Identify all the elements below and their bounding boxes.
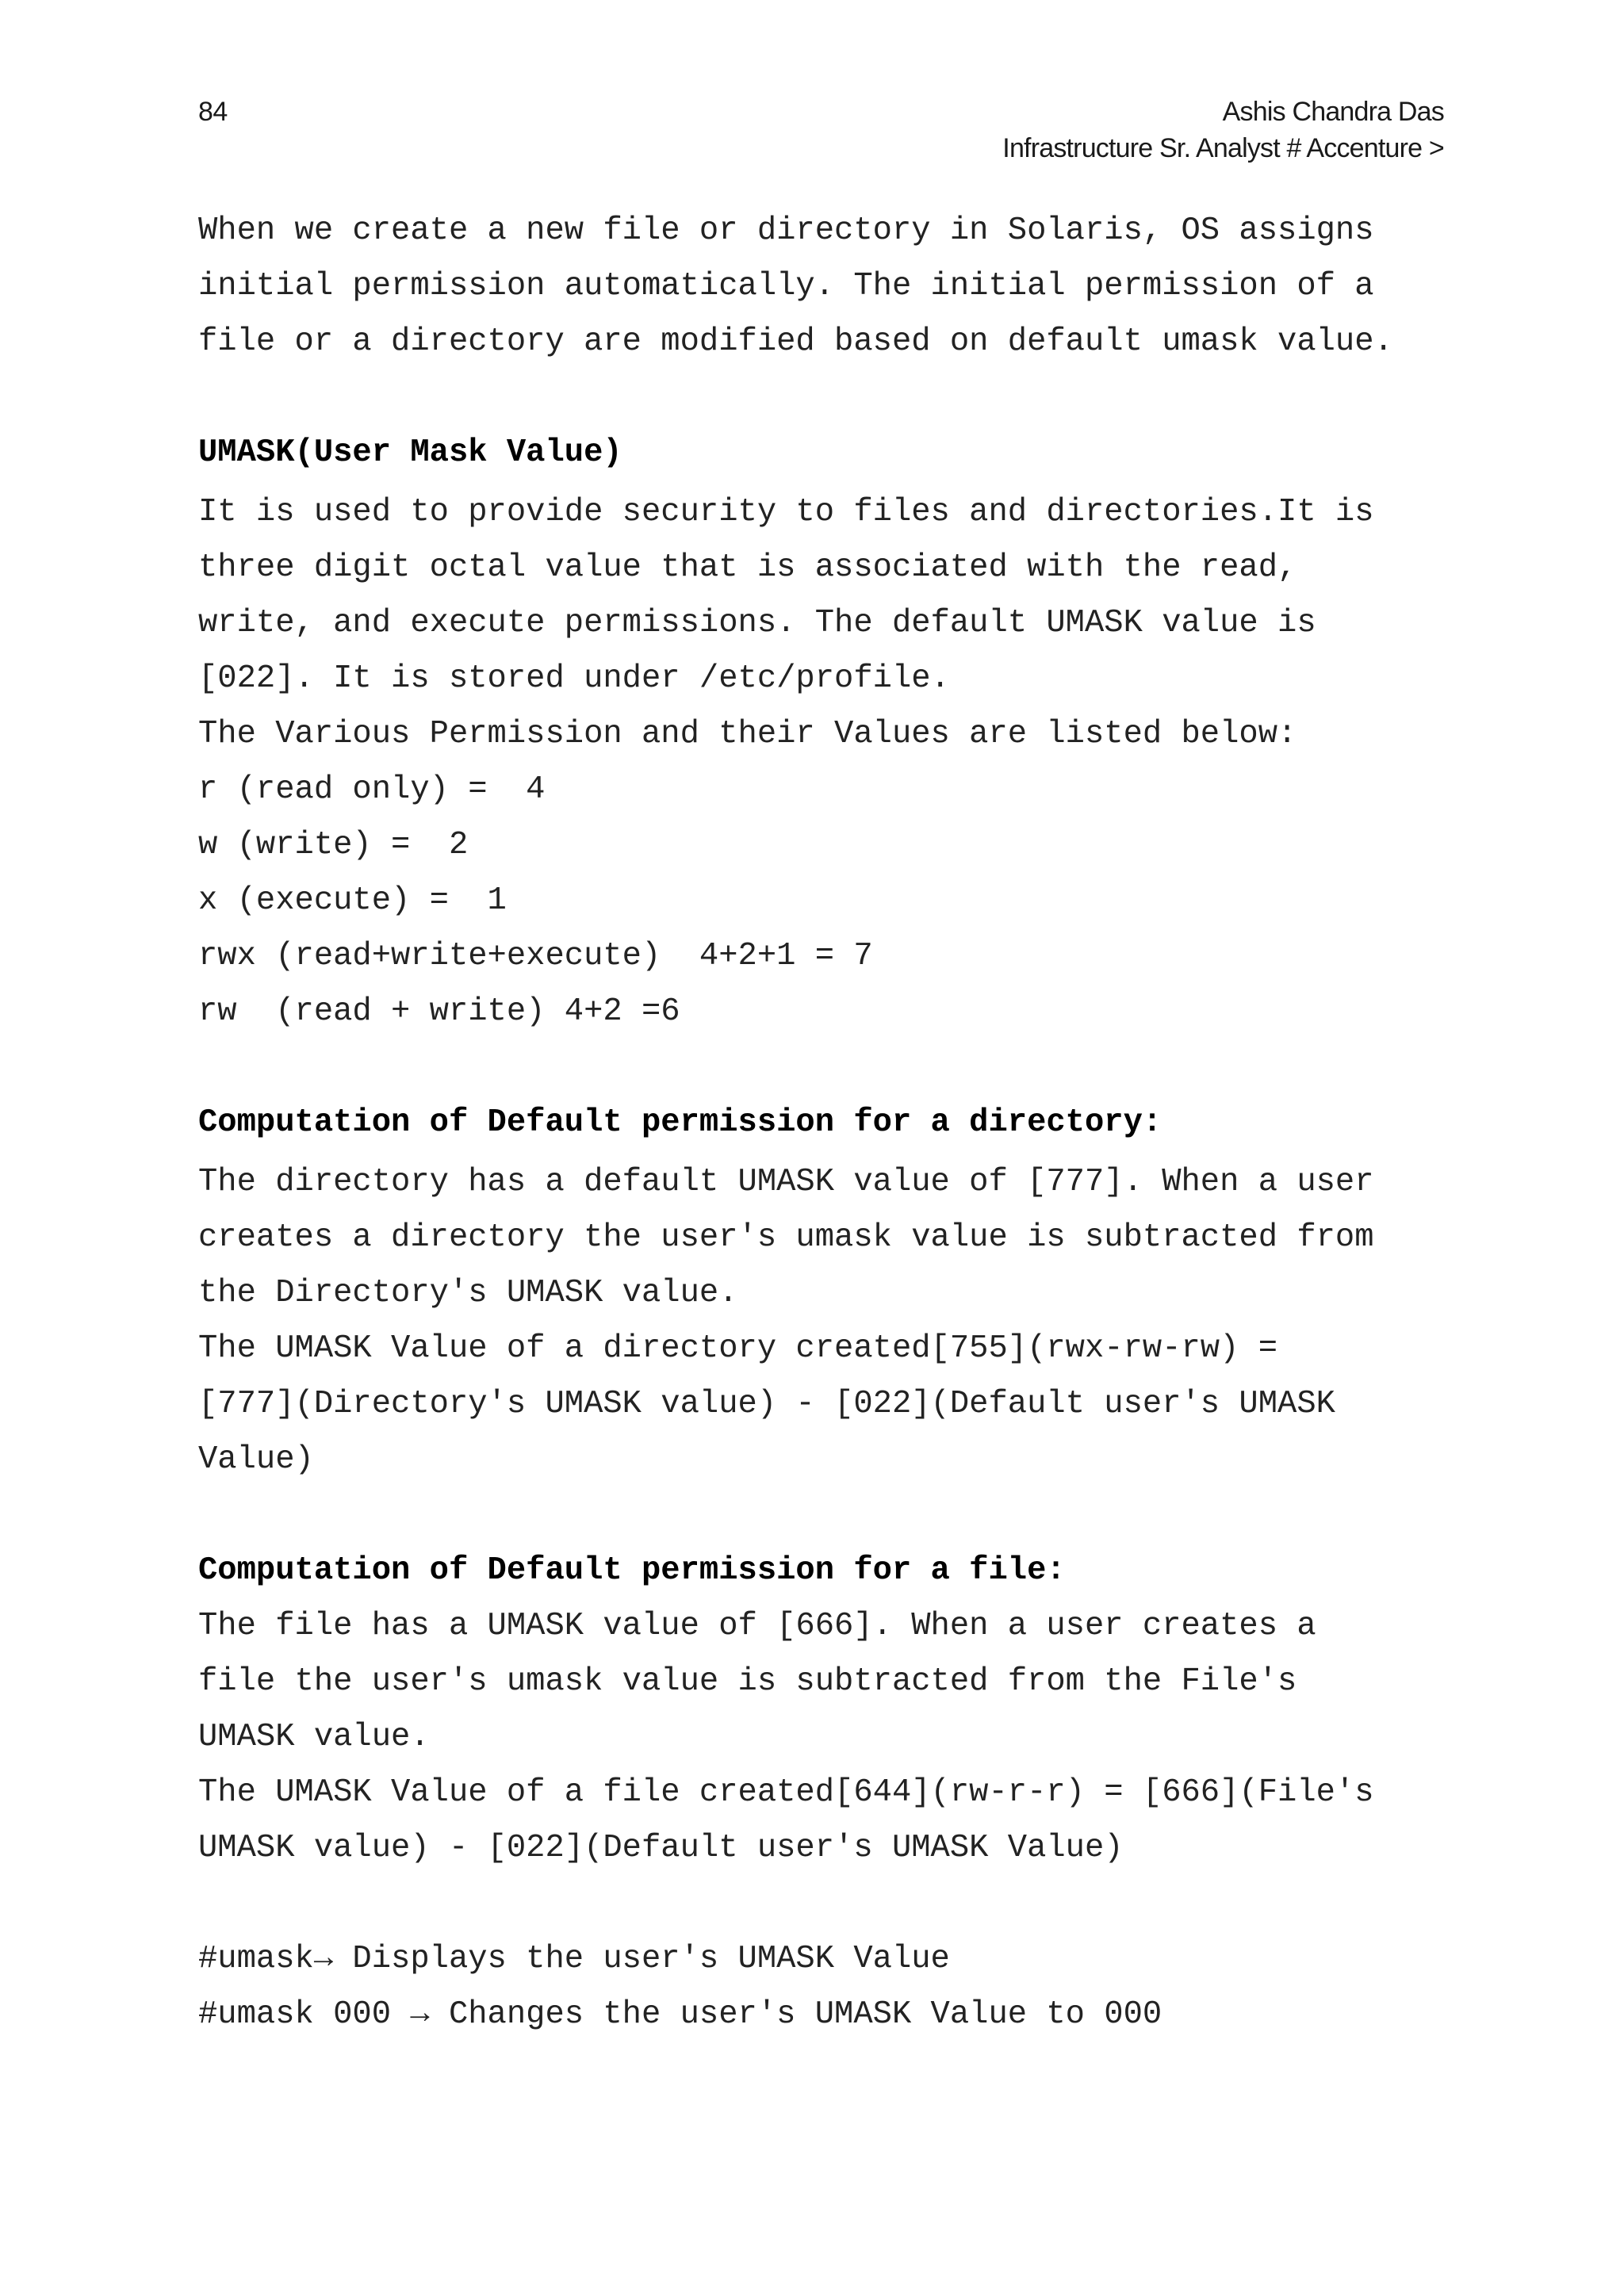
- directory-section: [198, 1095, 1451, 1487]
- permission-value-line: rw (read + write) 4+2 =6: [198, 993, 680, 1030]
- running-header: [1002, 94, 1444, 166]
- text-line: write, and execute permissions. The default UMASK value is: [198, 605, 1316, 641]
- section-heading: Computation of Default permission for a directory:: [198, 1104, 1162, 1141]
- section-heading: Computation of Default permission for a file:: [198, 1552, 1066, 1589]
- page-body: [198, 203, 1451, 2042]
- text-line: The Various Permission and their Values are listed below:: [198, 716, 1297, 752]
- page-number: 84: [198, 97, 228, 127]
- text-line: UMASK value.: [198, 1719, 430, 1755]
- command-line: #umask 000 → Changes the user's UMASK Value to 000: [198, 1996, 1162, 2033]
- text-line: The directory has a default UMASK value of [777]. When a user: [198, 1164, 1374, 1200]
- umask-section: [198, 425, 1451, 1039]
- text-line: three digit octal value that is associated with the read,: [198, 549, 1297, 586]
- text-line: file the user's umask value is subtracted from the File's: [198, 1663, 1297, 1700]
- text-line: The UMASK Value of a directory created[755](rwx-rw-rw) =: [198, 1330, 1278, 1367]
- text-line: the Directory's UMASK value.: [198, 1275, 738, 1311]
- permission-value-line: rwx (read+write+execute) 4+2+1 = 7: [198, 938, 873, 974]
- commands-section: [198, 1931, 1451, 2042]
- text-line: The UMASK Value of a file created[644](rw-r-r) = [666](File's: [198, 1774, 1374, 1811]
- file-section: [198, 1543, 1451, 1876]
- text-line: [777](Directory's UMASK value) - [022](Default user's UMASK: [198, 1386, 1335, 1422]
- permission-value-line: r (read only) = 4: [198, 771, 546, 808]
- text-line: initial permission automatically. The initial permission of a: [198, 268, 1374, 304]
- permission-value-line: w (write) = 2: [198, 827, 469, 863]
- text-line: Value): [198, 1441, 314, 1478]
- text-line: creates a directory the user's umask value is subtracted from: [198, 1219, 1374, 1256]
- author-name: Ashis Chandra Das: [1222, 97, 1444, 127]
- permission-value-line: x (execute) = 1: [198, 882, 507, 919]
- command-line: #umask→ Displays the user's UMASK Value: [198, 1941, 950, 1977]
- section-heading: UMASK(User Mask Value): [198, 434, 622, 471]
- text-line: file or a directory are modified based on default umask value.: [198, 323, 1393, 360]
- text-line: It is used to provide security to files and directories.It is: [198, 494, 1374, 530]
- intro-paragraph: [198, 203, 1451, 369]
- text-line: When we create a new file or directory in Solaris, OS assigns: [198, 212, 1374, 249]
- text-line: The file has a UMASK value of [666]. When a user creates a: [198, 1608, 1316, 1644]
- text-line: UMASK value) - [022](Default user's UMASK Value): [198, 1830, 1124, 1866]
- author-affiliation: Infrastructure Sr. Analyst # Accenture >: [1002, 133, 1444, 163]
- text-line: [022]. It is stored under /etc/profile.: [198, 660, 950, 697]
